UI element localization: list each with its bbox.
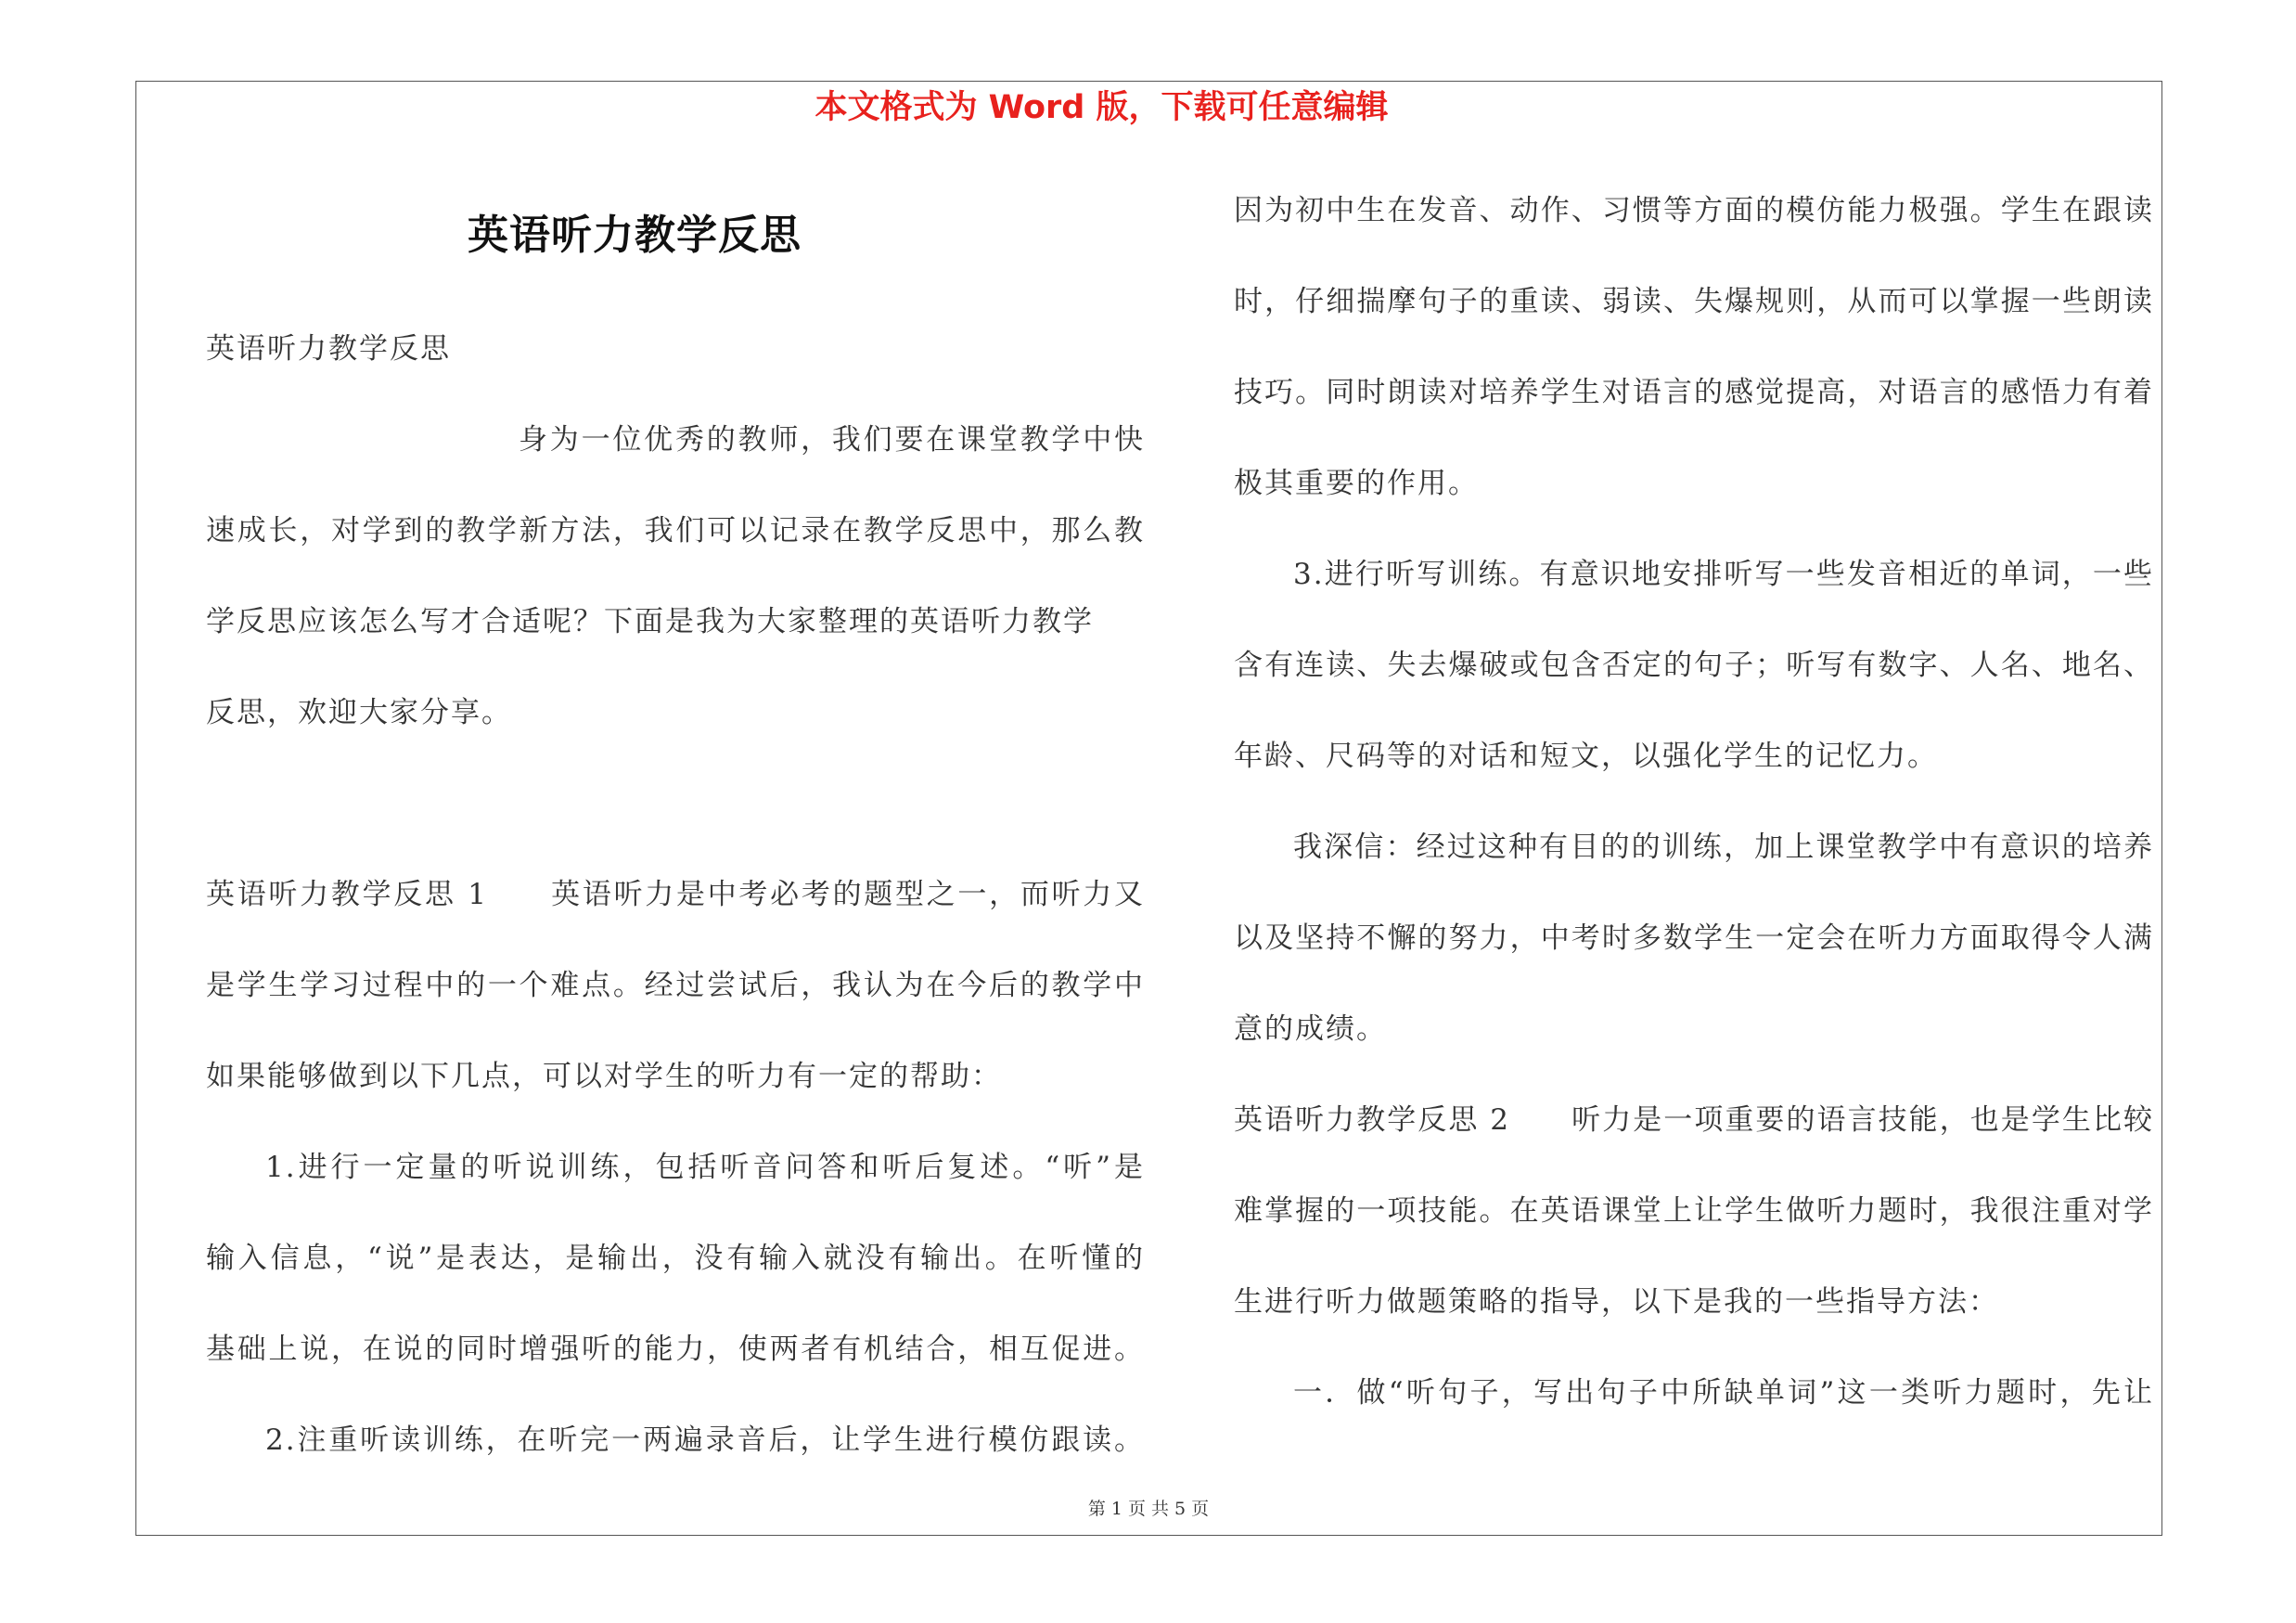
text-line: 基础上说，在说的同时增强听的能力，使两者有机结合，相互促进。 — [206, 1333, 1145, 1366]
right-column — [1234, 165, 2154, 1438]
text-line: 意的成绩。 — [1234, 1012, 1387, 1046]
text-line: 技巧。同时朗读对培养学生对语言的感觉提高，对语言的感悟力有着 — [1234, 376, 2154, 409]
text-line: 英语听力教学反思 — [206, 332, 451, 366]
left-column — [206, 303, 1145, 1486]
page-number: 第 1 页 共 5 页 — [1087, 1499, 1210, 1519]
text-line: 一．做“听句子，写出句子中所缺单词”这一类听力题时，先让 — [1293, 1376, 2154, 1410]
text-line: 速成长，对学到的教学新方法，我们可以记录在教学反思中，那么教 — [206, 514, 1145, 547]
text-line: 反思，欢迎大家分享。 — [206, 696, 512, 729]
text-line: 学反思应该怎么写才合适呢？下面是我为大家整理的英语听力教学 — [206, 605, 1094, 638]
text-line: 时，仔细揣摩句子的重读、弱读、失爆规则，从而可以掌握一些朗读 — [1234, 285, 2154, 318]
text-line: 以及坚持不懈的努力，中考时多数学生一定会在听力方面取得令人满 — [1234, 921, 2154, 955]
blank-line — [206, 758, 1145, 849]
text-line: 如果能够做到以下几点，可以对学生的听力有一定的帮助： — [206, 1060, 1002, 1093]
text-line: 2.注重听读训练，在听完一两遍录音后，让学生进行模仿跟读。 — [265, 1423, 1145, 1457]
format-banner: 本文格式为 Word 版，下载可任意编辑 — [815, 89, 1389, 126]
text-line: 1.进行一定量的听说训练，包括听音问答和听后复述。“听”是 — [265, 1151, 1145, 1184]
text-line: 生进行听力做题策略的指导，以下是我的一些指导方法： — [1234, 1285, 1999, 1319]
text-line: 英语听力教学反思 1 英语听力是中考必考的题型之一，而听力又 — [206, 878, 1145, 911]
text-line: 年龄、尺码等的对话和短文，以强化学生的记忆力。 — [1234, 740, 1938, 773]
text-line: 3.进行听写训练。有意识地安排听写一些发音相近的单词，一些 — [1293, 558, 2154, 591]
text-line: 英语听力教学反思 2 听力是一项重要的语言技能，也是学生比较 — [1234, 1103, 2154, 1137]
text-line: 我深信：经过这种有目的的训练，加上课堂教学中有意识的培养 — [1293, 831, 2154, 864]
text-line: 输入信息，“说”是表达，是输出，没有输入就没有输出。在听懂的 — [206, 1242, 1145, 1275]
text-line: 难掌握的一项技能。在英语课堂上让学生做听力题时，我很注重对学 — [1234, 1194, 2154, 1228]
document-title: 英语听力教学反思 — [468, 212, 802, 259]
text-line: 是学生学习过程中的一个难点。经过尝试后，我认为在今后的教学中 — [206, 969, 1145, 1002]
text-line: 因为初中生在发音、动作、习惯等方面的模仿能力极强。学生在跟读 — [1234, 194, 2154, 227]
text-line: 极其重要的作用。 — [1234, 467, 1479, 500]
text-line: 身为一位优秀的教师，我们要在课堂教学中快 — [519, 423, 1145, 457]
text-line: 含有连读、失去爆破或包含否定的句子；听写有数字、人名、地名、 — [1234, 649, 2154, 682]
